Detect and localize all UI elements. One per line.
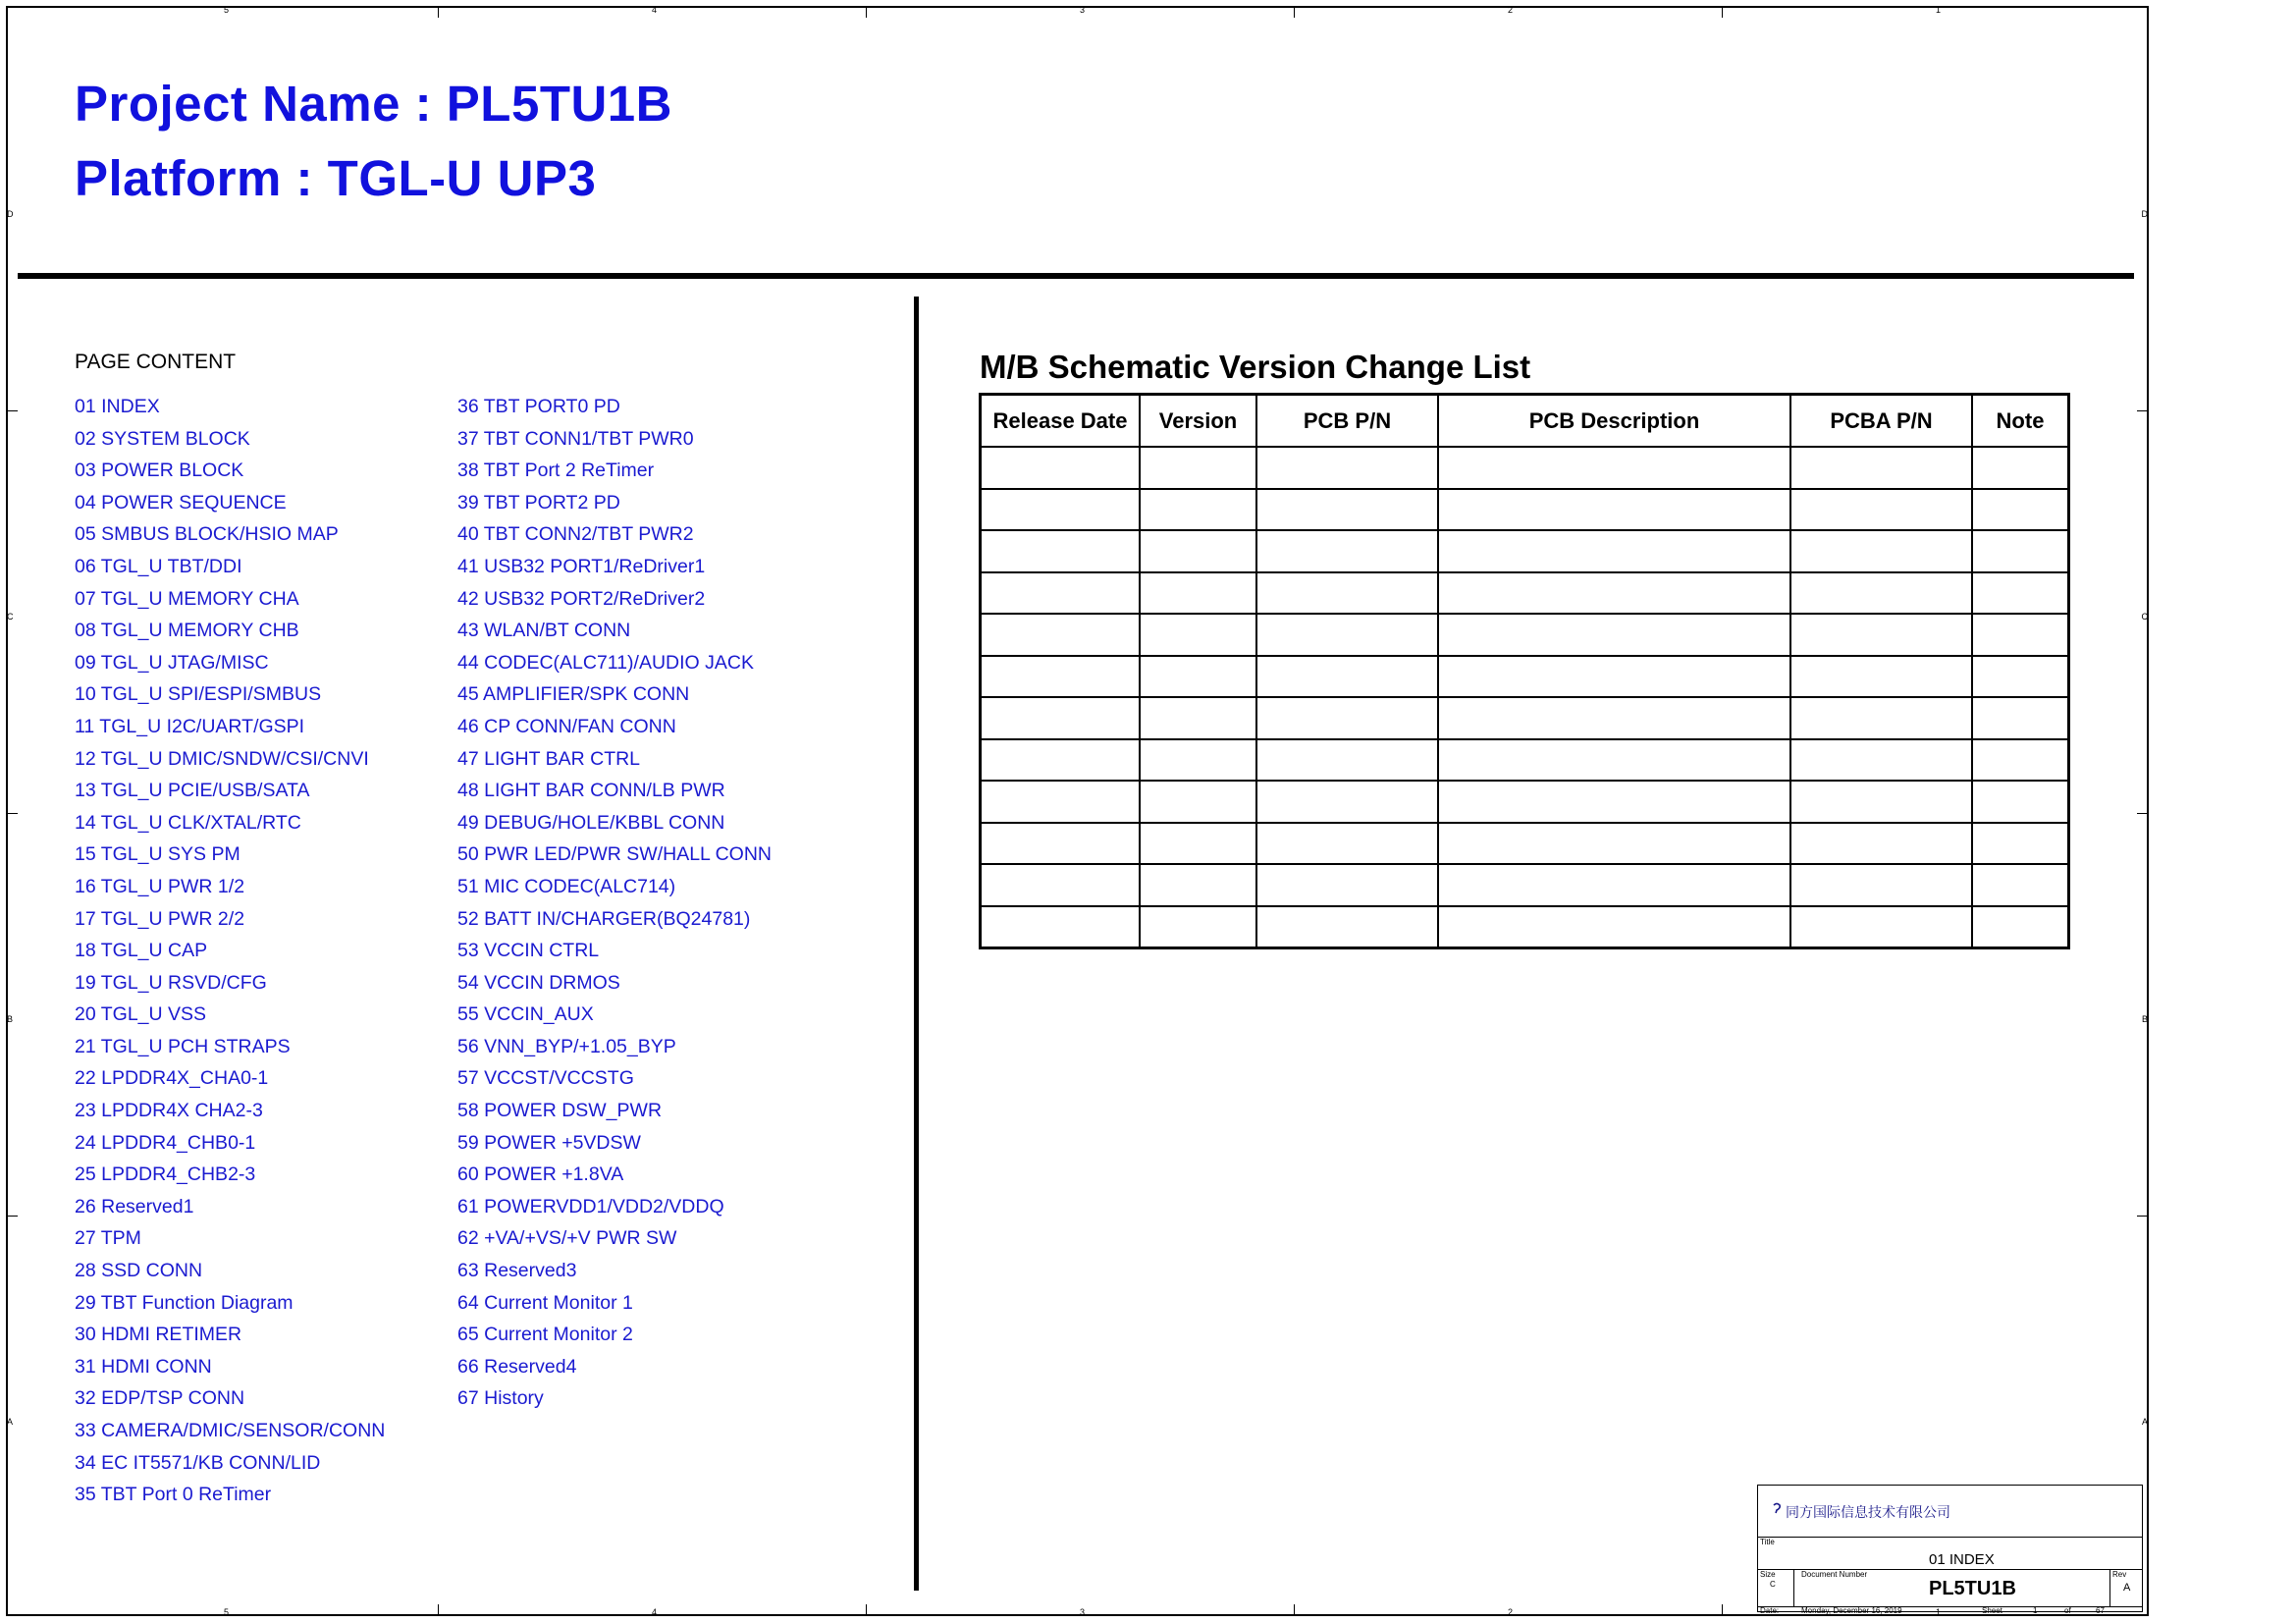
table-cell: [1256, 489, 1438, 531]
table-cell: [981, 697, 1141, 739]
toc-entry: 43 WLAN/BT CONN: [457, 620, 631, 642]
zone-tick: [438, 1604, 439, 1614]
table-cell: [1140, 697, 1256, 739]
zone-tick: [8, 1216, 18, 1217]
toc-entry: 56 VNN_BYP/+1.05_BYP: [457, 1035, 676, 1057]
table-cell: [1140, 739, 1256, 782]
toc-entry: 05 SMBUS BLOCK/HSIO MAP: [75, 523, 339, 546]
table-cell: [1438, 697, 1790, 739]
table-cell: [1972, 572, 2069, 615]
revision-value: A: [2123, 1582, 2131, 1594]
table-cell: [1438, 739, 1790, 782]
of-label: of: [2064, 1606, 2071, 1615]
table-cell: [1972, 864, 2069, 906]
size-value: C: [1770, 1580, 1776, 1589]
table-cell: [1140, 781, 1256, 823]
toc-entry: 23 LPDDR4X CHA2-3: [75, 1100, 263, 1122]
toc-entry: 26 Reserved1: [75, 1195, 194, 1217]
table-cell: [1438, 906, 1790, 948]
table-row: [981, 447, 2069, 489]
zone-label-right: B: [2141, 1014, 2148, 1024]
table-cell: [1438, 614, 1790, 656]
table-cell: [1438, 530, 1790, 572]
table-row: [981, 614, 2069, 656]
toc-entry: 41 USB32 PORT1/ReDriver1: [457, 555, 706, 577]
table-cell: [1256, 864, 1438, 906]
toc-entry: 37 TBT CONN1/TBT PWR0: [457, 427, 694, 450]
toc-entry: 57 VCCST/VCCSTG: [457, 1067, 634, 1090]
table-row: [981, 489, 2069, 531]
company-name: 同方国际信息技术有限公司: [1786, 1504, 1950, 1520]
zone-label-top: 1: [1936, 5, 1942, 15]
zone-tick: [2137, 410, 2147, 411]
table-cell: [1972, 530, 2069, 572]
toc-entry: 48 LIGHT BAR CONN/LB PWR: [457, 780, 725, 802]
table-cell: [981, 489, 1141, 531]
toc-entry: 38 TBT Port 2 ReTimer: [457, 460, 655, 482]
table-cell: [981, 447, 1141, 489]
zone-label-bottom: 3: [1080, 1607, 1086, 1617]
table-cell: [1438, 864, 1790, 906]
zone-label-left: A: [7, 1417, 14, 1427]
toc-entry: 02 SYSTEM BLOCK: [75, 427, 250, 450]
table-cell: [1790, 530, 1972, 572]
toc-entry: 31 HDMI CONN: [75, 1355, 212, 1378]
toc-entry: 62 +VA/+VS/+V PWR SW: [457, 1227, 677, 1250]
column-header-pcba-pn: PCBA P/N: [1790, 395, 1972, 448]
table-cell: [981, 739, 1141, 782]
toc-entry: 51 MIC CODEC(ALC714): [457, 875, 676, 897]
toc-entry: 08 TGL_U MEMORY CHB: [75, 620, 299, 642]
zone-tick: [866, 1604, 867, 1614]
zone-tick: [8, 410, 18, 411]
toc-entry: 24 LPDDR4_CHB0-1: [75, 1131, 256, 1154]
table-cell: [1972, 656, 2069, 698]
toc-entry: 44 CODEC(ALC711)/AUDIO JACK: [457, 651, 754, 674]
table-cell: [1256, 447, 1438, 489]
toc-entry: 22 LPDDR4X_CHA0-1: [75, 1067, 269, 1090]
toc-entry: 29 TBT Function Diagram: [75, 1291, 294, 1314]
table-cell: [1256, 656, 1438, 698]
date-value: Monday, December 16, 2019: [1801, 1606, 1902, 1615]
zone-label-bottom: 4: [652, 1607, 658, 1617]
table-cell: [1438, 447, 1790, 489]
toc-entry: 09 TGL_U JTAG/MISC: [75, 651, 269, 674]
table-cell: [1140, 906, 1256, 948]
zone-tick: [2137, 1216, 2147, 1217]
table-cell: [1140, 864, 1256, 906]
table-row: [981, 906, 2069, 948]
zone-tick: [2137, 813, 2147, 814]
toc-entry: 25 LPDDR4_CHB2-3: [75, 1163, 256, 1186]
zone-label-left: B: [7, 1014, 14, 1024]
toc-entry: 65 Current Monitor 2: [457, 1324, 633, 1346]
toc-entry: 35 TBT Port 0 ReTimer: [75, 1484, 272, 1506]
table-cell: [1256, 739, 1438, 782]
size-label: Size: [1760, 1570, 1776, 1579]
column-divider: [914, 297, 919, 1591]
toc-entry: 54 VCCIN DRMOS: [457, 971, 620, 994]
zone-tick: [8, 813, 18, 814]
toc-entry: 19 TGL_U RSVD/CFG: [75, 971, 267, 994]
header-divider: [18, 273, 2134, 279]
table-cell: [1256, 906, 1438, 948]
table-cell: [1140, 530, 1256, 572]
toc-entry: 03 POWER BLOCK: [75, 460, 244, 482]
table-cell: [1790, 489, 1972, 531]
zone-label-right: C: [2141, 612, 2148, 622]
toc-entry: 18 TGL_U CAP: [75, 940, 208, 962]
table-cell: [1256, 823, 1438, 865]
table-row: [981, 781, 2069, 823]
toc-entry: 06 TGL_U TBT/DDI: [75, 555, 242, 577]
sheet-title: 01 INDEX: [1929, 1551, 1995, 1568]
toc-entry: 34 EC IT5571/KB CONN/LID: [75, 1451, 321, 1474]
company-logo-icon: [1772, 1502, 1782, 1514]
version-change-table: [979, 393, 2070, 949]
toc-entry: 13 TGL_U PCIE/USB/SATA: [75, 780, 310, 802]
zone-label-left: D: [7, 209, 14, 219]
zone-tick: [1294, 8, 1295, 18]
project-header: [75, 67, 672, 216]
table-row: [981, 697, 2069, 739]
toc-entry: 30 HDMI RETIMER: [75, 1324, 242, 1346]
table-cell: [1140, 572, 1256, 615]
toc-column-2: [457, 391, 772, 1415]
toc-entry: 60 POWER +1.8VA: [457, 1163, 624, 1186]
toc-entry: 59 POWER +5VDSW: [457, 1131, 641, 1154]
toc-entry: 53 VCCIN CTRL: [457, 940, 600, 962]
table-cell: [981, 656, 1141, 698]
toc-entry: 58 POWER DSW_PWR: [457, 1100, 663, 1122]
toc-entry: 04 POWER SEQUENCE: [75, 491, 287, 514]
zone-tick: [1294, 1604, 1295, 1614]
zone-tick: [438, 8, 439, 18]
toc-entry: 10 TGL_U SPI/ESPI/SMBUS: [75, 683, 322, 706]
toc-entry: 11 TGL_U I2C/UART/GSPI: [75, 715, 305, 737]
toc-entry: 01 INDEX: [75, 396, 160, 417]
table-cell: [1790, 739, 1972, 782]
column-header-note: Note: [1972, 395, 2069, 448]
toc-entry: 42 USB32 PORT2/ReDriver2: [457, 587, 706, 610]
toc-entry: 61 POWERVDD1/VDD2/VDDQ: [457, 1195, 724, 1217]
column-header-pcb-pn: PCB P/N: [1256, 395, 1438, 448]
toc-entry: 45 AMPLIFIER/SPK CONN: [457, 683, 690, 706]
platform-name: Platform : TGL-U UP3: [75, 150, 597, 206]
zone-label-top: 3: [1080, 5, 1086, 15]
toc-entry: 36 TBT PORT0 PD: [457, 396, 620, 417]
table-cell: [1972, 906, 2069, 948]
revision-label: Rev: [2112, 1570, 2127, 1579]
zone-tick: [1722, 1604, 1723, 1614]
table-cell: [1438, 572, 1790, 615]
table-cell: [1790, 572, 1972, 615]
table-cell: [981, 781, 1141, 823]
zone-label-top: 2: [1508, 5, 1514, 15]
title-block-divider: [1758, 1537, 2142, 1538]
toc-entry: 15 TGL_U SYS PM: [75, 843, 240, 866]
toc-entry: 52 BATT IN/CHARGER(BQ24781): [457, 907, 751, 930]
toc-entry: 32 EDP/TSP CONN: [75, 1387, 245, 1410]
table-cell: [1438, 489, 1790, 531]
table-cell: [1256, 530, 1438, 572]
table-row: [981, 530, 2069, 572]
table-cell: [981, 530, 1141, 572]
zone-label-bottom: 2: [1508, 1607, 1514, 1617]
table-cell: [1790, 656, 1972, 698]
table-cell: [1790, 823, 1972, 865]
toc-entry: 27 TPM: [75, 1227, 141, 1250]
toc-entry: 46 CP CONN/FAN CONN: [457, 715, 676, 737]
table-row: [981, 739, 2069, 782]
toc-entry: 47 LIGHT BAR CTRL: [457, 747, 641, 770]
toc-entry: 33 CAMERA/DMIC/SENSOR/CONN: [75, 1420, 386, 1441]
zone-label-bottom: 5: [224, 1607, 230, 1617]
sheet-number: 1: [2033, 1606, 2038, 1615]
toc-entry: 64 Current Monitor 1: [457, 1291, 633, 1314]
table-cell: [1438, 823, 1790, 865]
zone-label-right: D: [2141, 209, 2148, 219]
toc-entry: 17 TGL_U PWR 2/2: [75, 907, 245, 930]
sheet-total: 67: [2096, 1606, 2105, 1615]
title-block: [1757, 1485, 2143, 1615]
table-cell: [1256, 697, 1438, 739]
table-cell: [1790, 906, 1972, 948]
title-label: Title: [1760, 1538, 1775, 1546]
sheet-label: Sheet: [1982, 1606, 2002, 1615]
toc-entry: 16 TGL_U PWR 1/2: [75, 875, 245, 897]
zone-label-top: 5: [224, 5, 230, 15]
table-cell: [1256, 614, 1438, 656]
toc-entry: 40 TBT CONN2/TBT PWR2: [457, 523, 694, 546]
table-row: [981, 572, 2069, 615]
toc-entry: 50 PWR LED/PWR SW/HALL CONN: [457, 843, 772, 866]
zone-label-bottom: 1: [1936, 1607, 1942, 1617]
column-header-version: Version: [1140, 395, 1256, 448]
table-cell: [1972, 697, 2069, 739]
table-cell: [1972, 489, 2069, 531]
table-cell: [1972, 781, 2069, 823]
toc-entry: 12 TGL_U DMIC/SNDW/CSI/CNVI: [75, 747, 369, 770]
date-label: Date:: [1760, 1606, 1780, 1615]
table-cell: [1256, 781, 1438, 823]
table-cell: [1790, 614, 1972, 656]
table-cell: [1438, 781, 1790, 823]
column-header-pcb-description: PCB Description: [1438, 395, 1790, 448]
document-number: PL5TU1B: [1929, 1578, 2016, 1599]
toc-entry: 67 History: [457, 1387, 544, 1410]
toc-entry: 49 DEBUG/HOLE/KBBL CONN: [457, 811, 725, 834]
table-row: [981, 864, 2069, 906]
toc-entry: 66 Reserved4: [457, 1355, 577, 1378]
table-cell: [1972, 447, 2069, 489]
table-cell: [1972, 614, 2069, 656]
table-cell: [1972, 823, 2069, 865]
table-cell: [1140, 489, 1256, 531]
zone-label-left: C: [7, 612, 14, 622]
table-cell: [1256, 572, 1438, 615]
table-cell: [1140, 823, 1256, 865]
toc-column-1: [75, 391, 385, 1511]
project-name: Project Name : PL5TU1B: [75, 76, 673, 132]
zone-tick: [1722, 8, 1723, 18]
toc-entry: 55 VCCIN_AUX: [457, 1003, 594, 1026]
document-number-label: Document Number: [1801, 1570, 1868, 1579]
table-cell: [981, 614, 1141, 656]
table-cell: [1790, 697, 1972, 739]
table-cell: [1790, 781, 1972, 823]
zone-tick: [866, 8, 867, 18]
table-cell: [1140, 614, 1256, 656]
toc-entry: 63 Reserved3: [457, 1260, 577, 1282]
table-cell: [981, 864, 1141, 906]
table-cell: [1140, 447, 1256, 489]
toc-entry: 14 TGL_U CLK/XTAL/RTC: [75, 811, 301, 834]
column-header-release-date: Release Date: [981, 395, 1141, 448]
table-cell: [1972, 739, 2069, 782]
table-cell: [1790, 864, 1972, 906]
page-content-heading: PAGE CONTENT: [75, 351, 237, 373]
table-row: [981, 656, 2069, 698]
table-cell: [981, 572, 1141, 615]
zone-label-top: 4: [652, 5, 658, 15]
toc-entry: 21 TGL_U PCH STRAPS: [75, 1035, 291, 1057]
toc-entry: 28 SSD CONN: [75, 1260, 203, 1282]
toc-entry: 20 TGL_U VSS: [75, 1003, 207, 1026]
toc-entry: 07 TGL_U MEMORY CHA: [75, 587, 299, 610]
table-row: [981, 823, 2069, 865]
table-cell: [1140, 656, 1256, 698]
table-header-row: [981, 395, 2069, 448]
zone-label-right: A: [2141, 1417, 2148, 1427]
table-cell: [981, 906, 1141, 948]
table-cell: [1790, 447, 1972, 489]
title-block-divider: [2109, 1569, 2110, 1606]
toc-entry: 39 TBT PORT2 PD: [457, 491, 620, 514]
version-list-title: M/B Schematic Version Change List: [980, 349, 1531, 385]
table-cell: [981, 823, 1141, 865]
title-block-divider: [1793, 1569, 1794, 1606]
table-cell: [1438, 656, 1790, 698]
